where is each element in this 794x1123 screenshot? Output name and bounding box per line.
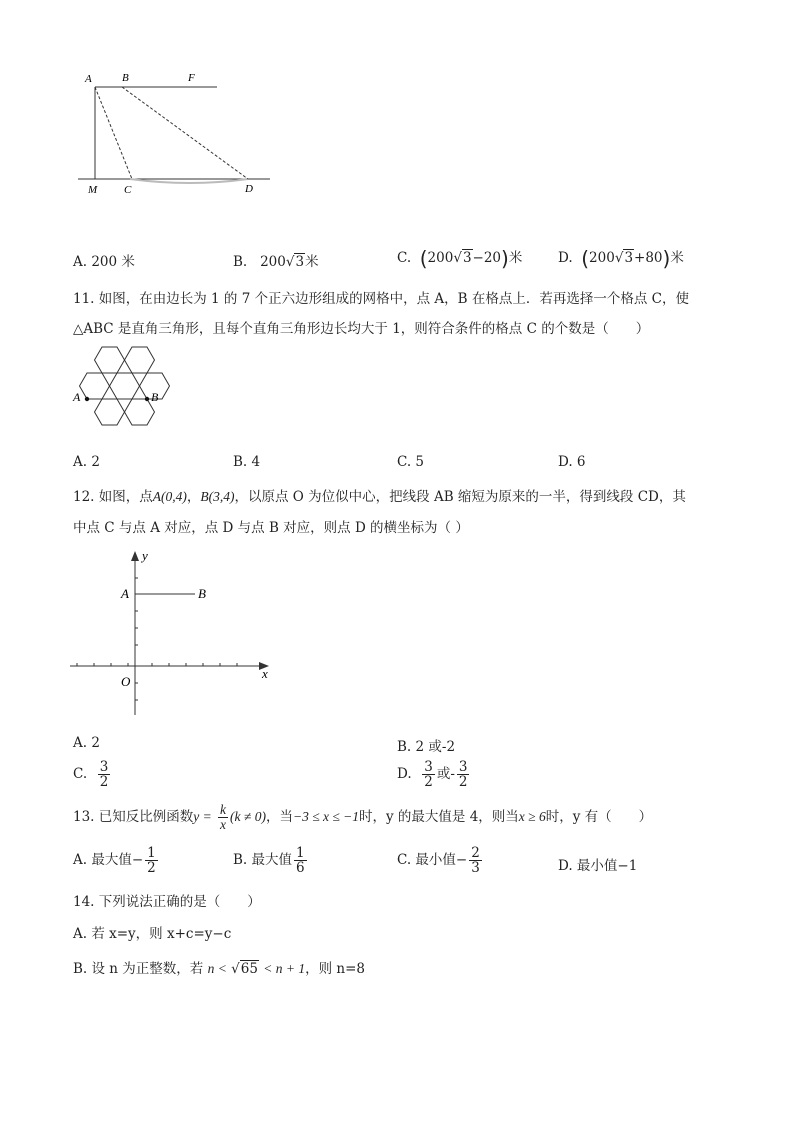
q10-option-b: B. 200√3米 (233, 254, 319, 270)
q11-option-d: D. 6 (558, 454, 586, 470)
hexagon-center (110, 373, 140, 399)
hexagon-top-right (125, 347, 155, 373)
q14-stem: 14. 下列说法正确的是（ ） (73, 894, 261, 910)
q11-option-b: B. 4 (233, 454, 261, 470)
label-a: A (121, 586, 129, 601)
q14-option-b: B. 设 n 为正整数，若 n < √65 < n + 1，则 n=8 (73, 961, 365, 977)
label-c: C (124, 184, 132, 196)
label-d: D (245, 183, 253, 195)
q13-option-d: D. 最小值−1 (558, 858, 638, 874)
q10-figure (70, 65, 280, 200)
q11-stem-line2: △ABC 是直角三角形，且每个直角三角形边长均大于 1，则符合条件的格点 C 的个数是（ ） (73, 321, 650, 337)
hexagon-mid-left (80, 373, 110, 399)
q11-option-c: C. 5 (397, 454, 425, 470)
q14-option-a: A. 若 x=y，则 x+c=y−c (73, 926, 232, 942)
hexagon-top-left (95, 347, 125, 373)
q12-option-b: B. 2 或-2 (397, 739, 456, 755)
q12-option-a: A. 2 (73, 735, 100, 751)
q11-hexagon-figure (70, 343, 185, 440)
q10-option-c: C. (200√3−20)米 (397, 246, 523, 271)
ground-shade (130, 179, 248, 183)
q13-option-c: C. 最小值− $\frac{2}{3}$ (397, 845, 480, 877)
point-b (145, 397, 149, 401)
label-x: x (262, 666, 268, 681)
label-m: M (88, 184, 98, 196)
q13-stem: 13. 已知反比例函数y = $\frac{k}{x}$ (k ≠ 0)，当−3 ≤ x ≤ −1时，y 的最大值是 4，则当x ≥ 6时，y 有（ ） (73, 802, 653, 833)
line-b-d (122, 87, 248, 179)
y-axis-arrow (131, 551, 139, 561)
q12-option-c: C. $\frac{3}{2}$ (73, 759, 109, 791)
q13-option-b: B. 最大值 $\frac{1}{6}$ (233, 845, 305, 877)
q12-coordinate-figure (65, 545, 280, 720)
q13-option-a: A. 最大值− $\frac{1}{2}$ (73, 845, 156, 877)
q11-stem-line1: 11. 如图，在由边长为 1 的 7 个正六边形组成的网格中，点 A，B 在格点上．若再选择一个格点 C，使 (73, 291, 689, 307)
hexagon-bottom-right (125, 399, 155, 425)
label-o: O (121, 674, 131, 689)
hexagon-bottom-left (95, 399, 125, 425)
line-a-c (95, 87, 132, 179)
label-a: A (73, 390, 81, 404)
q10-option-d: D. (200√3+80)米 (558, 246, 684, 271)
label-y: y (142, 548, 148, 563)
point-a (85, 397, 89, 401)
label-b: B (122, 72, 129, 84)
q12-stem-line2: 中点 C 与点 A 对应，点 D 与点 B 对应，则点 D 的横坐标为（ ） (73, 520, 469, 536)
label-f: F (188, 72, 195, 84)
q12-option-d: D. $\frac{3}{2}$ 或- $\frac{3}{2}$ (397, 759, 468, 791)
q10-option-a: A. 200 米 (73, 254, 135, 270)
label-a: A (85, 73, 92, 85)
label-b: B (198, 586, 206, 601)
label-b: B (151, 390, 159, 404)
q12-stem-line1: 12. 如图，点A(0,4)，B(3,4)，以原点 O 为位似中心，把线段 AB 缩短为原来的一半，得到线段 CD，其 (73, 489, 686, 505)
q11-option-a: A. 2 (73, 454, 100, 470)
